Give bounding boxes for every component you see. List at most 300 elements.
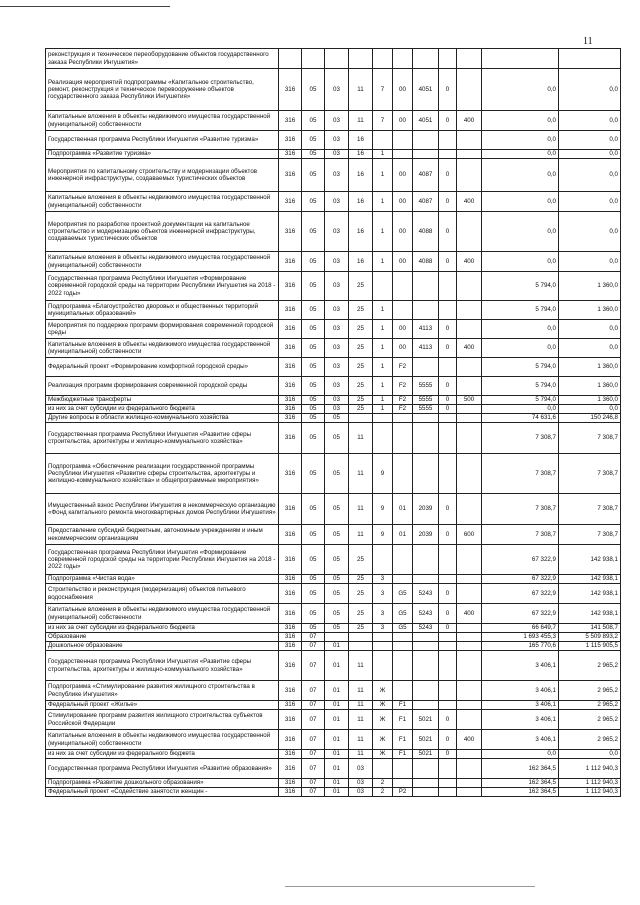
section-code: 07 (302, 642, 325, 651)
program-code: 11 (349, 730, 373, 750)
table-row (46, 252, 621, 272)
zero-code (439, 414, 457, 423)
zero-code: 0 (439, 252, 457, 272)
sum-year-1: 5 794,0 (482, 272, 559, 301)
sum-year-2: 1 112 940,3 (559, 779, 621, 788)
subprogram-code: 1 (373, 192, 393, 212)
zero-code: 0 (439, 494, 457, 525)
zero-code: 0 (439, 525, 457, 545)
program-code: 16 (349, 212, 373, 252)
program-code: 11 (349, 525, 373, 545)
subprogram-code: 3 (373, 575, 393, 584)
program-code: 03 (349, 759, 373, 779)
subsection-code: 03 (325, 131, 349, 150)
direction-code: F1 (393, 730, 413, 750)
table-row (46, 396, 621, 405)
expense-code (413, 358, 439, 377)
subsection-code (325, 633, 349, 642)
expense-code: 5555 (413, 396, 439, 405)
expense-type-code (457, 272, 482, 301)
sum-year-2: 1 115 905,5 (559, 642, 621, 651)
row-name: Подпрограмма «Благоустройство дворовых и общественных территорий муниципальных образований» (46, 301, 279, 320)
section-code: 05 (302, 525, 325, 545)
table-row (46, 779, 621, 788)
subsection-code: 01 (325, 730, 349, 750)
zero-code (439, 759, 457, 779)
subprogram-code: 9 (373, 454, 393, 494)
section-code: 07 (302, 779, 325, 788)
sum-year-2: 0,0 (559, 339, 621, 358)
row-name: Капитальные вложения в объекты недвижимого имущества государственной (муниципальной) собственности (46, 339, 279, 358)
expense-code: 4087 (413, 192, 439, 212)
expense-code (413, 701, 439, 710)
expense-code (413, 575, 439, 584)
zero-code: 0 (439, 396, 457, 405)
sum-year-2: 2 965,2 (559, 710, 621, 730)
table-row (46, 545, 621, 575)
subprogram-code: 1 (373, 301, 393, 320)
sum-year-2: 0,0 (559, 192, 621, 212)
zero-code (439, 701, 457, 710)
row-name: Государственная программа Республики Ингушетия «Развитие сферы строительства, архитектуры и жилищно-коммунального хозяйства» (46, 651, 279, 681)
subsection-code: 03 (325, 150, 349, 159)
expense-code (413, 681, 439, 701)
admin-code: 316 (279, 192, 302, 212)
subsection-code: 03 (325, 272, 349, 301)
subprogram-code (373, 414, 393, 423)
row-name: Предоставление субсидий бюджетным, автономным учреждениям и иным некоммерческим организациям (46, 525, 279, 545)
subsection-code: 05 (325, 624, 349, 633)
expense-type-code (457, 69, 482, 111)
row-name: Капитальные вложения в объекты недвижимого имущества государственной (муниципальной) собственности (46, 730, 279, 750)
subsection-code: 03 (325, 252, 349, 272)
sum-year-1: 0,0 (482, 212, 559, 252)
row-name: Государственная программа Республики Ингушетия «Развитие сферы строительства, архитектуры и жилищно-коммунального хозяйства» (46, 423, 279, 454)
subsection-code: 05 (325, 584, 349, 604)
zero-code: 0 (439, 750, 457, 759)
subsection-code: 05 (325, 494, 349, 525)
sum-year-2: 1 360,0 (559, 301, 621, 320)
expense-type-code (457, 454, 482, 494)
sum-year-2: 2 965,2 (559, 701, 621, 710)
zero-code (439, 272, 457, 301)
budget-table (45, 48, 621, 797)
section-code: 05 (302, 301, 325, 320)
sum-year-1: 1 693 455,3 (482, 633, 559, 642)
program-code: 03 (349, 779, 373, 788)
table-row (46, 358, 621, 377)
sum-year-2: 0,0 (559, 69, 621, 111)
program-code: 25 (349, 405, 373, 414)
direction-code (393, 633, 413, 642)
subprogram-code (373, 642, 393, 651)
subprogram-code (373, 131, 393, 150)
table-row (46, 69, 621, 111)
section-code: 07 (302, 750, 325, 759)
admin-code: 316 (279, 405, 302, 414)
zero-code: 0 (439, 624, 457, 633)
zero-code: 0 (439, 405, 457, 414)
admin-code: 316 (279, 423, 302, 454)
subprogram-code: 3 (373, 624, 393, 633)
subprogram-code: 1 (373, 339, 393, 358)
table-row (46, 642, 621, 651)
program-code: 25 (349, 396, 373, 405)
row-name: из них за счет субсидии из федерального бюджета (46, 750, 279, 759)
expense-type-code (457, 788, 482, 797)
expense-code: 4087 (413, 159, 439, 192)
subsection-code: 03 (325, 159, 349, 192)
sum-year-1 (482, 49, 559, 69)
program-code: 11 (349, 651, 373, 681)
expense-type-code (457, 358, 482, 377)
subsection-code: 03 (325, 111, 349, 131)
admin-code: 316 (279, 584, 302, 604)
table-row (46, 681, 621, 701)
direction-code (393, 272, 413, 301)
admin-code: 316 (279, 454, 302, 494)
subprogram-code (373, 272, 393, 301)
sum-year-2: 142 938,1 (559, 604, 621, 624)
admin-code: 316 (279, 131, 302, 150)
program-code (349, 642, 373, 651)
expense-type-code (457, 750, 482, 759)
admin-code: 316 (279, 730, 302, 750)
subsection-code: 05 (325, 575, 349, 584)
zero-code (439, 454, 457, 494)
subprogram-code (373, 49, 393, 69)
subprogram-code: 9 (373, 525, 393, 545)
expense-type-code (457, 423, 482, 454)
subsection-code: 05 (325, 423, 349, 454)
direction-code: 01 (393, 494, 413, 525)
program-code (349, 49, 373, 69)
subsection-code: 03 (325, 377, 349, 396)
section-code: 05 (302, 604, 325, 624)
program-code: 11 (349, 681, 373, 701)
subsection-code: 01 (325, 710, 349, 730)
expense-type-code (457, 681, 482, 701)
admin-code: 316 (279, 651, 302, 681)
sum-year-1: 162 364,5 (482, 759, 559, 779)
subprogram-code (373, 545, 393, 575)
zero-code: 0 (439, 212, 457, 252)
admin-code: 316 (279, 750, 302, 759)
zero-code: 0 (439, 730, 457, 750)
admin-code: 316 (279, 525, 302, 545)
table-row (46, 750, 621, 759)
subprogram-code: 3 (373, 604, 393, 624)
subprogram-code: Ж (373, 681, 393, 701)
direction-code (393, 779, 413, 788)
zero-code: 0 (439, 320, 457, 339)
expense-type-code (457, 320, 482, 339)
expense-code: 4088 (413, 212, 439, 252)
subsection-code: 01 (325, 642, 349, 651)
sum-year-2: 2 965,2 (559, 681, 621, 701)
subprogram-code (373, 651, 393, 681)
direction-code: F1 (393, 750, 413, 759)
row-name: Мероприятия по разработке проектной документации на капитальное строительство и модернизацию объектов инженерной инфраструктуры, создаваемых туристических объектов (46, 212, 279, 252)
subsection-code: 05 (325, 545, 349, 575)
section-code: 05 (302, 272, 325, 301)
sum-year-1: 7 308,7 (482, 494, 559, 525)
section-code: 05 (302, 414, 325, 423)
sum-year-2: 1 360,0 (559, 396, 621, 405)
expense-code: 5021 (413, 750, 439, 759)
page-number: 11 (583, 36, 593, 47)
sum-year-2: 1 360,0 (559, 272, 621, 301)
subsection-code: 03 (325, 405, 349, 414)
admin-code: 316 (279, 272, 302, 301)
sum-year-2: 0,0 (559, 212, 621, 252)
admin-code: 316 (279, 301, 302, 320)
admin-code: 316 (279, 633, 302, 642)
expense-code: 5243 (413, 604, 439, 624)
sum-year-2: 5 509 893,2 (559, 633, 621, 642)
program-code: 16 (349, 131, 373, 150)
subprogram-code: 1 (373, 358, 393, 377)
program-code: 25 (349, 377, 373, 396)
sum-year-1: 165 770,6 (482, 642, 559, 651)
section-code: 05 (302, 212, 325, 252)
subsection-code: 05 (325, 525, 349, 545)
zero-code (439, 651, 457, 681)
zero-code (439, 423, 457, 454)
section-code: 05 (302, 358, 325, 377)
program-code: 25 (349, 624, 373, 633)
table-row (46, 494, 621, 525)
direction-code (393, 681, 413, 701)
expense-type-code: 500 (457, 396, 482, 405)
sum-year-2: 2 965,2 (559, 730, 621, 750)
table-row (46, 710, 621, 730)
sum-year-1: 67 322,9 (482, 575, 559, 584)
subprogram-code: 1 (373, 405, 393, 414)
subsection-code: 05 (325, 604, 349, 624)
sum-year-2: 2 965,2 (559, 651, 621, 681)
program-code: 25 (349, 320, 373, 339)
sum-year-2: 142 938,1 (559, 575, 621, 584)
zero-code (439, 633, 457, 642)
expense-code: 5555 (413, 405, 439, 414)
direction-code: F2 (393, 396, 413, 405)
subsection-code: 01 (325, 759, 349, 779)
subsection-code: 01 (325, 651, 349, 681)
sum-year-2: 0,0 (559, 159, 621, 192)
section-code: 05 (302, 575, 325, 584)
section-code: 07 (302, 788, 325, 797)
direction-code (393, 575, 413, 584)
expense-code: 2039 (413, 525, 439, 545)
table-row (46, 192, 621, 212)
row-name: Строительство и реконструкция (модернизация) объектов питьевого водоснабжения (46, 584, 279, 604)
direction-code: 00 (393, 192, 413, 212)
expense-type-code (457, 49, 482, 69)
table-row (46, 131, 621, 150)
program-code: 11 (349, 454, 373, 494)
subprogram-code (373, 423, 393, 454)
program-code: 11 (349, 111, 373, 131)
sum-year-1: 0,0 (482, 131, 559, 150)
admin-code: 316 (279, 710, 302, 730)
direction-code: 00 (393, 212, 413, 252)
direction-code: F2 (393, 377, 413, 396)
direction-code (393, 414, 413, 423)
expense-code (413, 414, 439, 423)
subsection-code: 01 (325, 750, 349, 759)
direction-code: F1 (393, 701, 413, 710)
subprogram-code: 1 (373, 159, 393, 192)
program-code: 25 (349, 575, 373, 584)
expense-type-code (457, 710, 482, 730)
section-code: 05 (302, 320, 325, 339)
row-name: Государственная программа Республики Ингушетия «Формирование современной городской среды на территории Республики Ингушетия на 2018 - 2022 годы» (46, 272, 279, 301)
table-row (46, 111, 621, 131)
sum-year-1: 3 406,1 (482, 730, 559, 750)
expense-code (413, 150, 439, 159)
zero-code: 0 (439, 69, 457, 111)
program-code: 11 (349, 701, 373, 710)
expense-type-code (457, 584, 482, 604)
row-name: Межбюджетные трансферты (46, 396, 279, 405)
table-row (46, 272, 621, 301)
admin-code (279, 49, 302, 69)
sum-year-1: 0,0 (482, 111, 559, 131)
admin-code: 316 (279, 788, 302, 797)
admin-code: 316 (279, 494, 302, 525)
expense-code: 4113 (413, 339, 439, 358)
expense-type-code (457, 301, 482, 320)
row-name: Мероприятия по поддержке программ формирования современной городской среды (46, 320, 279, 339)
sum-year-1: 5 794,0 (482, 358, 559, 377)
program-code: 16 (349, 159, 373, 192)
expense-code (413, 49, 439, 69)
section-code: 07 (302, 681, 325, 701)
zero-code (439, 150, 457, 159)
program-code: 11 (349, 423, 373, 454)
sum-year-1: 0,0 (482, 150, 559, 159)
admin-code: 316 (279, 624, 302, 633)
admin-code: 316 (279, 111, 302, 131)
direction-code: 01 (393, 525, 413, 545)
row-name: Образование (46, 633, 279, 642)
sum-year-1: 0,0 (482, 192, 559, 212)
sum-year-2: 7 308,7 (559, 494, 621, 525)
table-row (46, 339, 621, 358)
section-code: 05 (302, 192, 325, 212)
sum-year-2: 7 308,7 (559, 423, 621, 454)
expense-code: 5021 (413, 710, 439, 730)
expense-code (413, 651, 439, 681)
expense-type-code: 400 (457, 730, 482, 750)
program-code: 25 (349, 272, 373, 301)
direction-code (393, 131, 413, 150)
table-row (46, 212, 621, 252)
expense-code (413, 423, 439, 454)
table-row (46, 525, 621, 545)
sum-year-1: 0,0 (482, 252, 559, 272)
table-row (46, 414, 621, 423)
program-code: 16 (349, 192, 373, 212)
expense-type-code: 400 (457, 192, 482, 212)
table-row (46, 575, 621, 584)
subsection-code: 05 (325, 414, 349, 423)
subprogram-code: Ж (373, 701, 393, 710)
expense-type-code (457, 545, 482, 575)
admin-code: 316 (279, 681, 302, 701)
subsection-code: 03 (325, 192, 349, 212)
admin-code: 316 (279, 69, 302, 111)
expense-type-code (457, 159, 482, 192)
row-name: Реализация программ формирования современной городской среды (46, 377, 279, 396)
bottom-rule (285, 886, 535, 887)
section-code: 05 (302, 454, 325, 494)
subprogram-code: 1 (373, 320, 393, 339)
section-code: 05 (302, 131, 325, 150)
section-code: 05 (302, 377, 325, 396)
section-code: 07 (302, 633, 325, 642)
direction-code: G5 (393, 604, 413, 624)
admin-code: 316 (279, 759, 302, 779)
section-code: 07 (302, 710, 325, 730)
expense-code: 5555 (413, 377, 439, 396)
program-code: 25 (349, 339, 373, 358)
direction-code (393, 759, 413, 779)
zero-code (439, 788, 457, 797)
sum-year-1: 3 406,1 (482, 710, 559, 730)
table-row (46, 604, 621, 624)
expense-type-code (457, 701, 482, 710)
admin-code: 316 (279, 575, 302, 584)
sum-year-1: 0,0 (482, 405, 559, 414)
subsection-code: 05 (325, 454, 349, 494)
direction-code (393, 150, 413, 159)
admin-code: 316 (279, 414, 302, 423)
sum-year-1: 3 406,1 (482, 701, 559, 710)
admin-code: 316 (279, 545, 302, 575)
expense-type-code (457, 377, 482, 396)
zero-code: 0 (439, 710, 457, 730)
row-name: Мероприятия по капитальному строительству и модернизации объектов инженерной инфраструктуры, создаваемых туристических объектов (46, 159, 279, 192)
row-name: Капитальные вложения в объекты недвижимого имущества государственной (муниципальной) собственности (46, 111, 279, 131)
table-row (46, 159, 621, 192)
expense-code: 4051 (413, 111, 439, 131)
sum-year-2: 0,0 (559, 320, 621, 339)
sum-year-2: 142 938,1 (559, 545, 621, 575)
admin-code: 316 (279, 252, 302, 272)
admin-code: 316 (279, 320, 302, 339)
subsection-code (325, 49, 349, 69)
sum-year-2: 1 112 940,3 (559, 788, 621, 797)
direction-code: G5 (393, 624, 413, 633)
subprogram-code (373, 759, 393, 779)
admin-code: 316 (279, 159, 302, 192)
program-code: 11 (349, 750, 373, 759)
expense-type-code (457, 759, 482, 779)
sum-year-2 (559, 49, 621, 69)
section-code (302, 49, 325, 69)
expense-code (413, 301, 439, 320)
direction-code: G5 (393, 584, 413, 604)
admin-code: 316 (279, 604, 302, 624)
section-code: 05 (302, 159, 325, 192)
section-code: 05 (302, 624, 325, 633)
row-name: Подпрограмма «Обеспечение реализации государственной программы Республики Ингушетия «Развитие сферы строительства, архитектуры и жилищно-коммунального хозяйства» и общепрограммные мероприятия» (46, 454, 279, 494)
expense-type-code (457, 405, 482, 414)
row-name: Федеральный проект «Жилье» (46, 701, 279, 710)
subsection-code: 03 (325, 339, 349, 358)
